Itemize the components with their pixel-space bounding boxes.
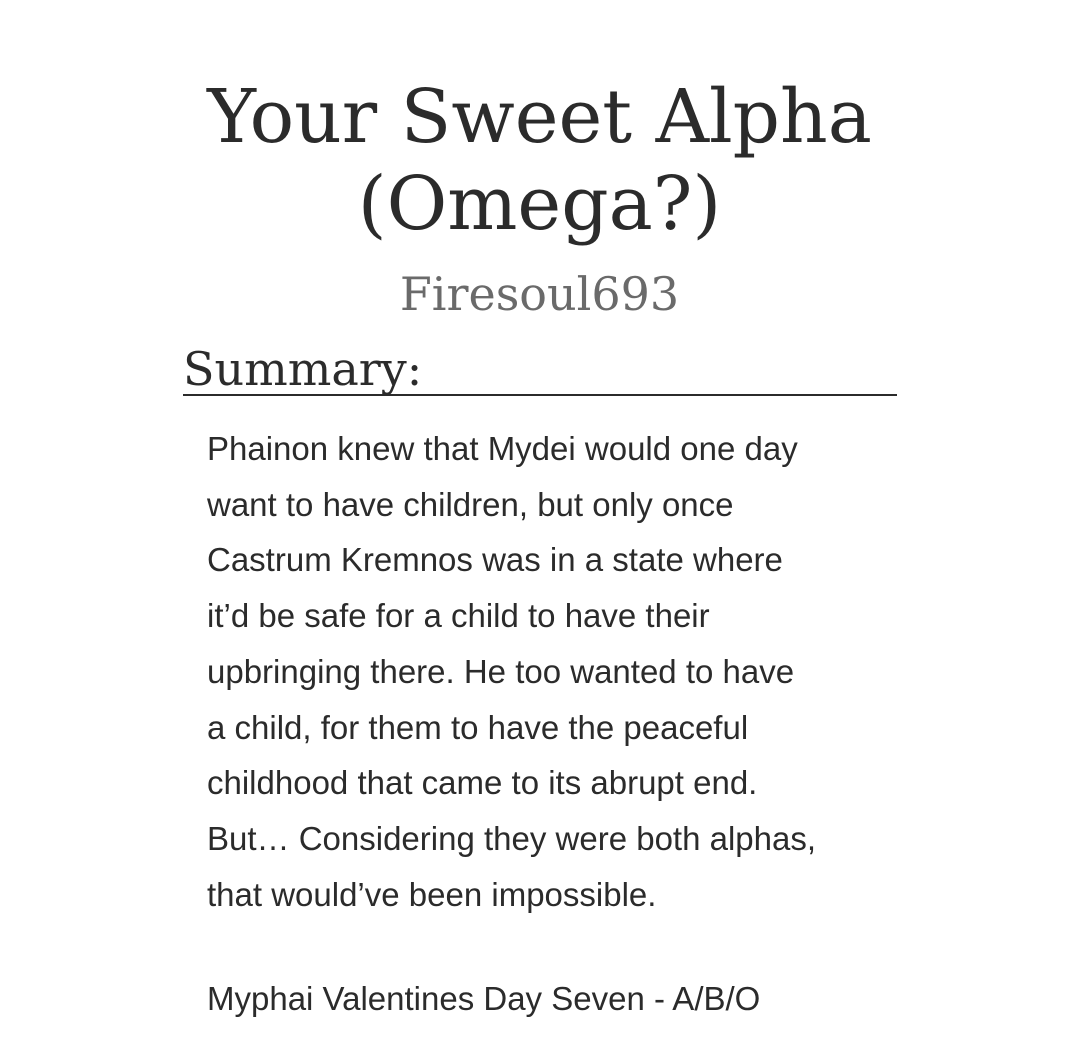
summary-text bbox=[207, 421, 897, 922]
work-title-line-2: (Omega?) bbox=[357, 161, 722, 247]
summary-line: a child, for them to have the peaceful bbox=[207, 708, 749, 746]
work-title bbox=[0, 74, 1079, 248]
summary-line: Phainon knew that Mydei would one day bbox=[207, 430, 798, 467]
summary-line: that would’ve been impossible. bbox=[207, 875, 657, 913]
summary-line: childhood that came to its abrupt end. bbox=[207, 764, 758, 802]
summary-line: But… Considering they were both alphas, bbox=[207, 819, 817, 857]
summary-line: want to have children, but only once bbox=[207, 485, 734, 523]
author-name[interactable]: Firesoul693 bbox=[399, 267, 680, 321]
summary-note: Myphai Valentines Day Seven - A/B/O bbox=[207, 980, 761, 1017]
summary-line: Castrum Kremnos was in a state where bbox=[207, 541, 783, 579]
summary-heading: Summary: bbox=[183, 340, 897, 396]
summary-line: upbringing there. He too wanted to have bbox=[207, 652, 795, 690]
summary-line: it’d be safe for a child to have their bbox=[207, 597, 710, 635]
work-title-line-1: Your Sweet Alpha bbox=[207, 74, 872, 160]
